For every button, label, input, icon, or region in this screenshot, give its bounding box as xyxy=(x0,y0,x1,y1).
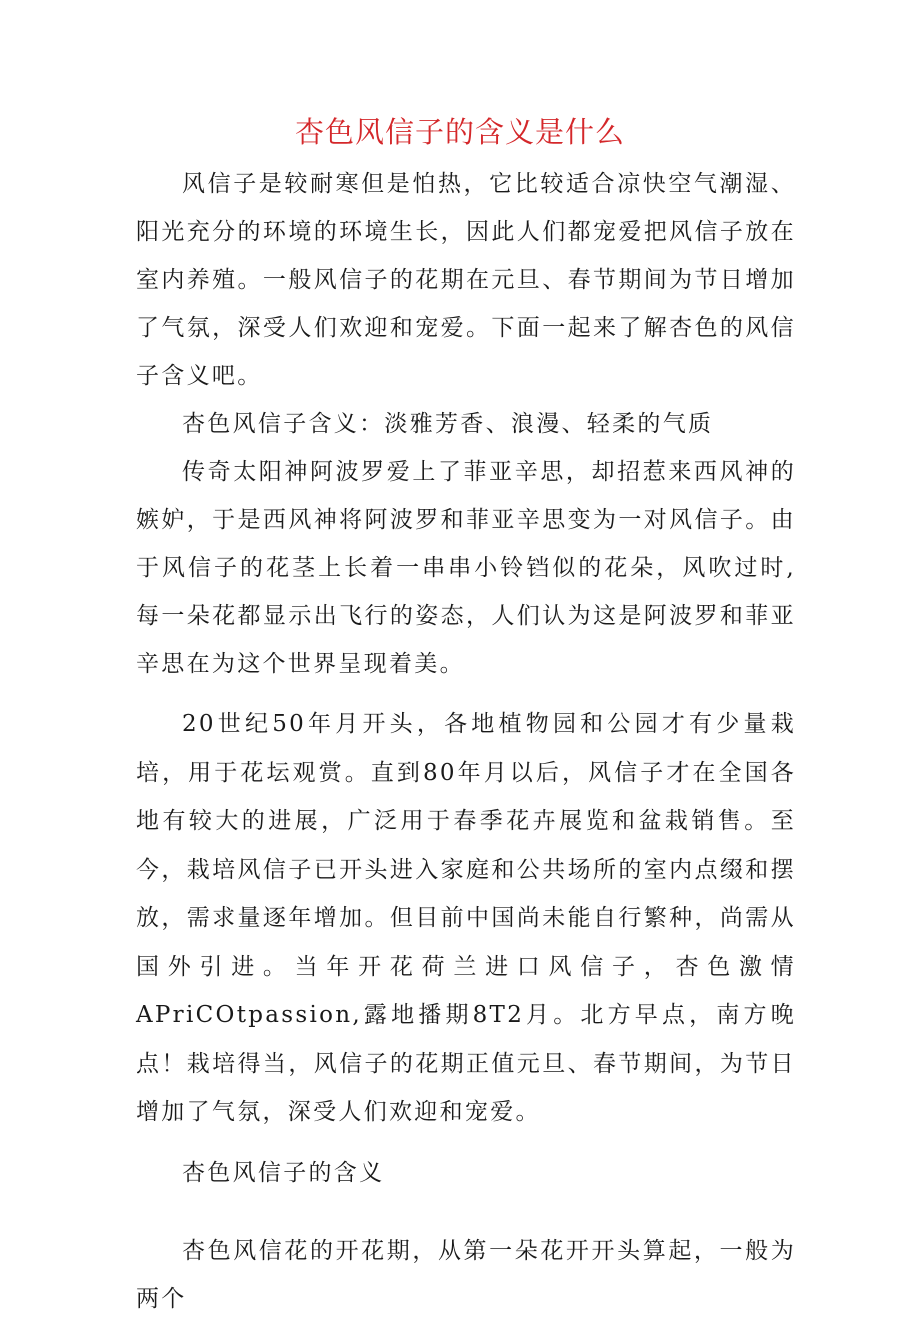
paragraph-section-heading: 杏色风信子的含义 xyxy=(182,1159,385,1186)
document-body xyxy=(136,160,796,1323)
paragraph-intro: 风信子是较耐寒但是怕热，它比较适合凉快空气潮湿、阳光充分的环境的环境生长，因此人们都宠爱把风信子放在室内养殖。一般风信子的花期在元旦、春节期间为节日增加了气氛，深受人们欢迎和宠爱。下面一起来了解杏色的风信子含义吧。 xyxy=(136,171,796,389)
paragraph-flowering: 杏色风信花的开花期，从第一朵花开开头算起，一般为两个 xyxy=(136,1237,796,1312)
paragraph-cultivation: 20世纪50年月开头，各地植物园和公园才有少量栽培，用于花坛观赏。直到80年月以后，风信子才在全国各地有较大的进展，广泛用于春季花卉展览和盆栽销售。至今，栽培风信子已开头进入家庭和公共场所的室内点缀和摆放，需求量逐年增加。但目前中国尚未能自行繁种，尚需从国外引进。当年开花荷兰进口风信子，杏色激情APriCOtpassion,露地播期8T2月。北方早点，南方晚点！栽培得当，风信子的花期正值元旦、春节期间，为节日增加了气氛，深受人们欢迎和宠爱。 xyxy=(136,711,796,1125)
paragraph-meaning-heading: 杏色风信子含义：淡雅芳香、浪漫、轻柔的气质 xyxy=(182,411,714,437)
document-title: 杏色风信子的含义是什么 xyxy=(294,115,625,149)
paragraph-legend: 传奇太阳神阿波罗爱上了菲亚辛思，却招惹来西风神的嫉妒，于是西风神将阿波罗和菲亚辛思变为一对风信子。由于风信子的花茎上长着一串串小铃铛似的花朵，风吹过时,每一朵花都显示出飞行的姿态，人们认为这是阿波罗和菲亚辛思在为这个世界呈现着美。 xyxy=(136,459,796,677)
